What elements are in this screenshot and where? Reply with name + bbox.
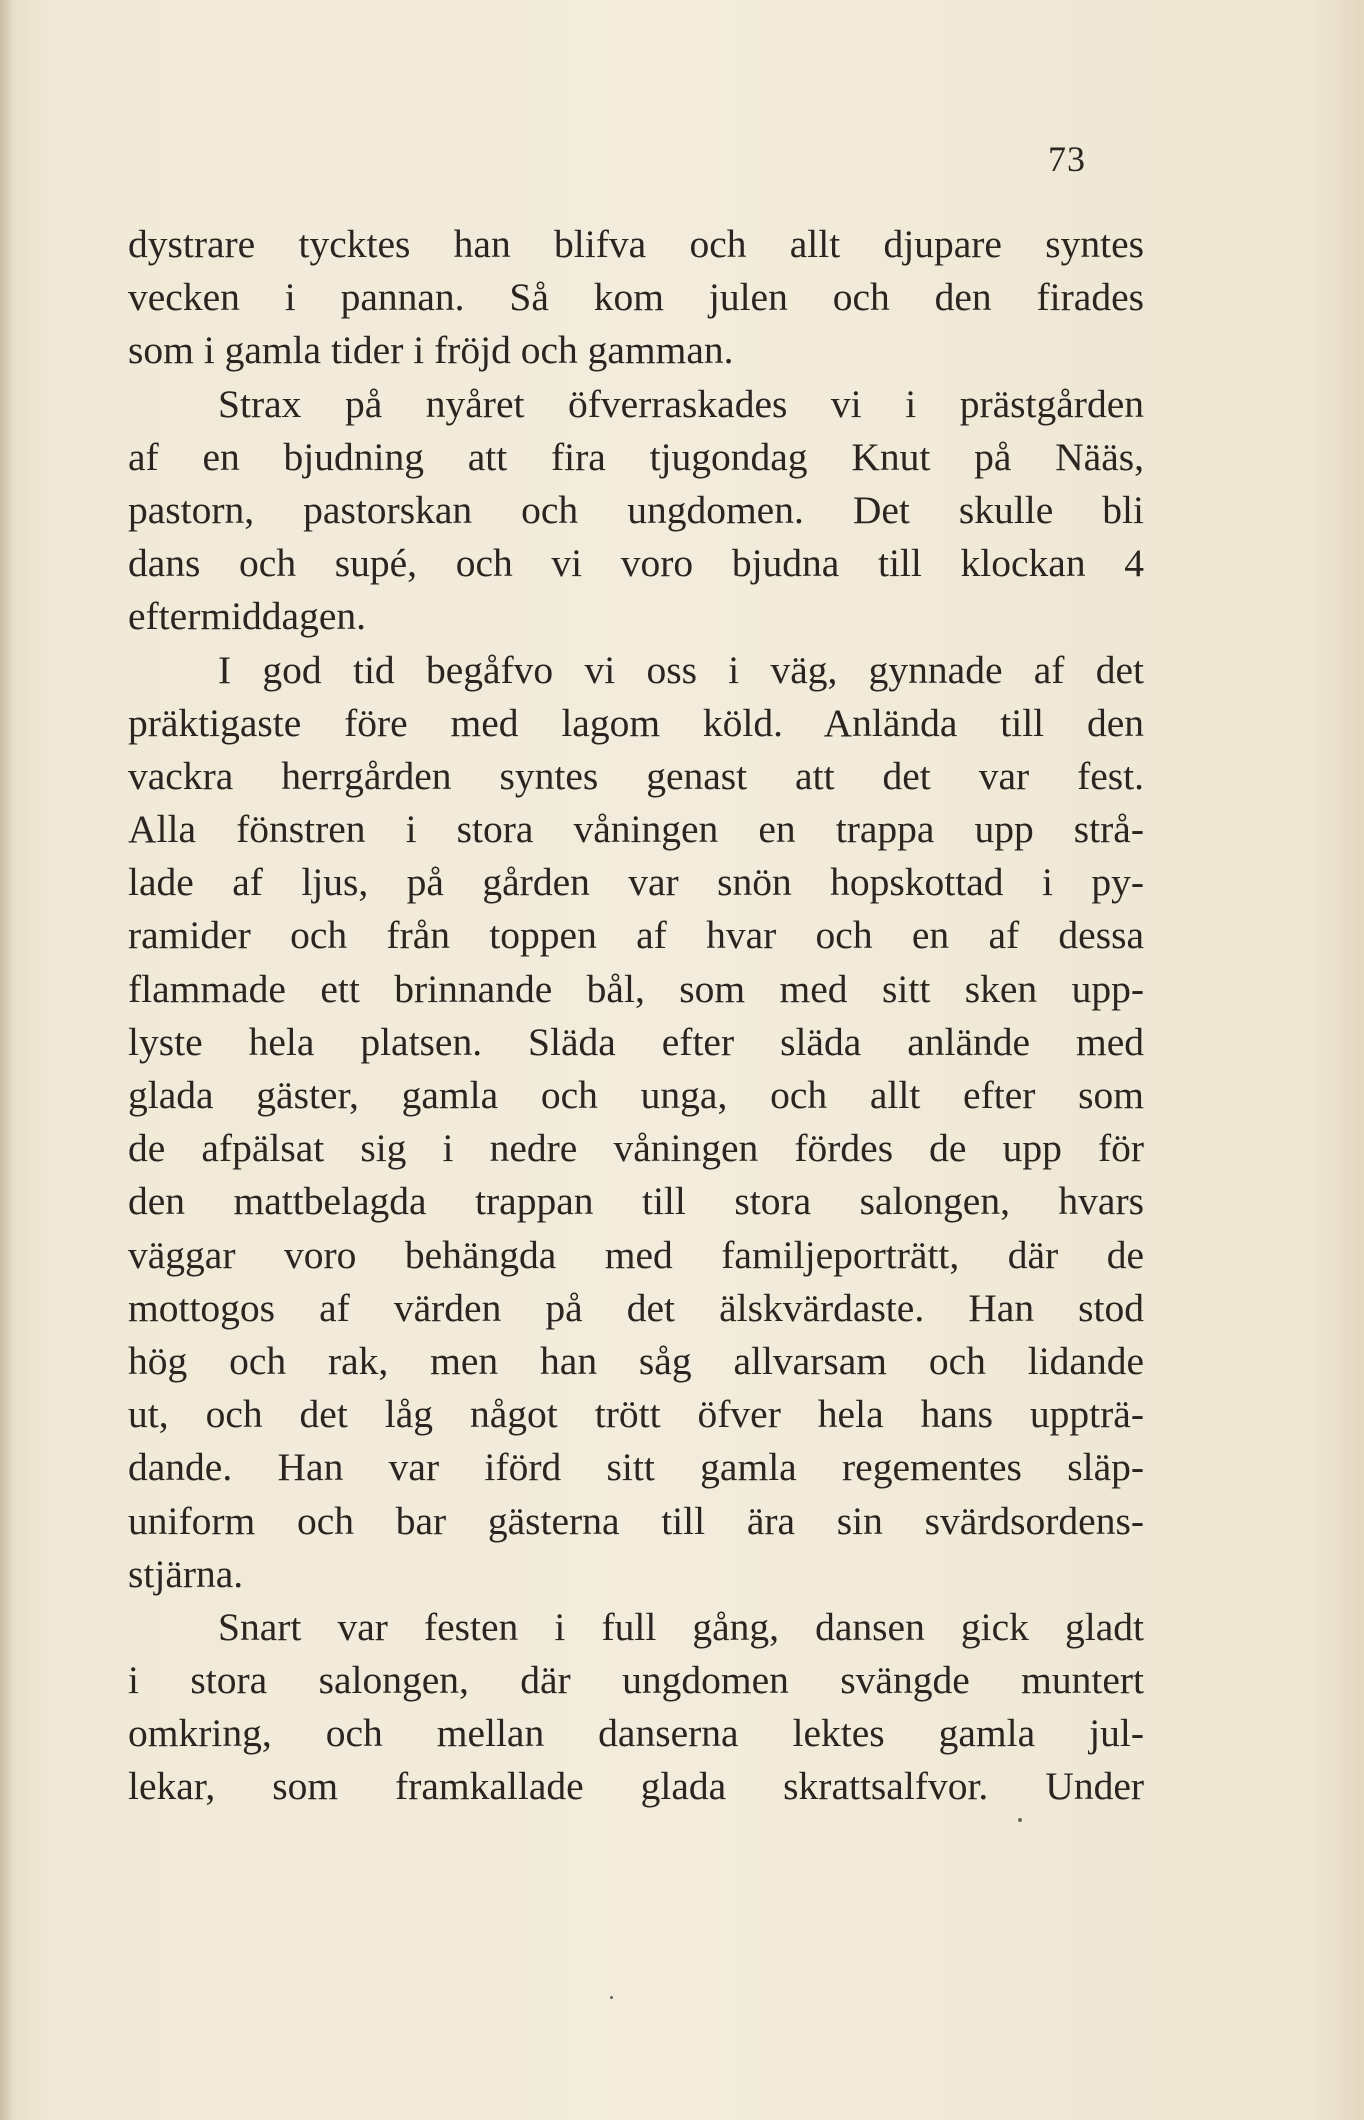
text-line: präktigaste före med lagom köld. Anlända till den (128, 700, 1144, 745)
text-line: ramider och från toppen af hvar och en af dessa (128, 913, 1144, 958)
paper-speck (1018, 1818, 1022, 1822)
text-line: Alla fönstren i stora våningen en trappa upp strå- (128, 807, 1144, 852)
text-line: de afpälsat sig i nedre våningen fördes de upp för (128, 1126, 1144, 1171)
text-line: eftermiddagen. (128, 594, 366, 639)
text-line: lekar, som framkallade glada skrattsalfvor. Under (128, 1764, 1144, 1809)
page-gutter-shadow (0, 0, 14, 2120)
text-line: vecken i pannan. Så kom julen och den firades (128, 275, 1144, 320)
text-line: af en bjudning att fira tjugondag Knut på Nääs, (128, 434, 1144, 479)
text-line: glada gäster, gamla och unga, och allt efter som (128, 1073, 1144, 1117)
text-line: väggar voro behängda med familjeporträtt, där de (128, 1232, 1144, 1277)
text-line: vackra herrgården syntes genast att det var fest. (128, 753, 1144, 798)
text-line: dande. Han var iförd sitt gamla regementes släp- (128, 1445, 1144, 1490)
body-text (128, 218, 1144, 1814)
text-line: mottogos af värden på det älskvärdaste. Han stod (128, 1285, 1144, 1330)
text-line: dystrare tycktes han blifva och allt djupare syntes (128, 222, 1144, 266)
page-number: 73 (1048, 139, 1086, 179)
text-line: Strax på nyåret öfverraskades vi i prästgården (218, 381, 1144, 426)
text-line: dans och supé, och vi voro bjudna till klockan 4 (128, 541, 1144, 586)
text-line: ut, och det låg något trött öfver hela hans uppträ- (128, 1392, 1144, 1437)
text-line: som i gamla tider i fröjd och gamman. (128, 328, 734, 373)
text-line: I god tid begåfvo vi oss i väg, gynnade af det (218, 647, 1144, 692)
text-line: uniform och bar gästerna till ära sin svärdsordens- (128, 1498, 1144, 1543)
text-line: lade af ljus, på gården var snön hopskottad i py- (128, 860, 1144, 905)
text-line: flammade ett brinnande bål, som med sitt sken upp- (128, 966, 1144, 1011)
text-line: i stora salongen, där ungdomen svängde muntert (128, 1658, 1144, 1703)
text-line: omkring, och mellan danserna lektes gamla jul- (128, 1711, 1144, 1756)
text-line: hög och rak, men han såg allvarsam och lidande (128, 1338, 1144, 1383)
text-line: den mattbelagda trappan till stora salongen, hvars (128, 1179, 1144, 1224)
text-line: stjärna. (128, 1551, 244, 1596)
text-line: Snart var festen i full gång, dansen gick gladt (218, 1604, 1144, 1649)
text-line: pastorn, pastorskan och ungdomen. Det skulle bli (128, 487, 1144, 532)
text-line: lyste hela platsen. Släda efter släda anlände med (128, 1019, 1144, 1064)
paper-speck (610, 1996, 613, 1999)
